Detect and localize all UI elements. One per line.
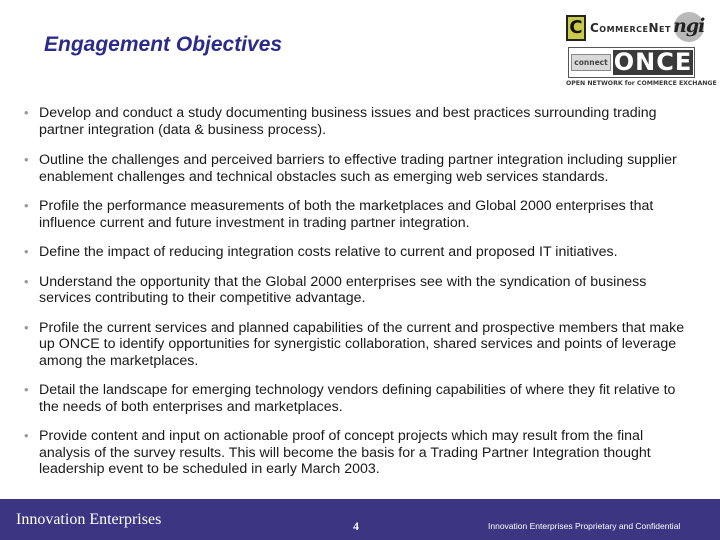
bullet-marker: •: [24, 428, 29, 443]
bullet-item: [24, 428, 696, 478]
commercenet-wordmark: CommerceNet: [590, 21, 671, 35]
slide-title: Engagement Objectives: [44, 33, 283, 56]
confidentiality-notice: Innovation Enterprises Proprietary and Confidential: [488, 521, 681, 531]
bullet-marker: •: [24, 198, 29, 213]
ngi-wordmark: ngi: [673, 15, 705, 37]
footer-company: Innovation Enterprises: [16, 511, 162, 528]
bullet-marker: •: [24, 244, 29, 259]
bullet-text: Profile the performance measurements of both the marketplaces and Global 2000 enterprises that influence current and future investment in trading partner integration.: [39, 198, 654, 231]
bullet-marker: •: [24, 152, 29, 167]
bullet-marker: •: [24, 273, 29, 289]
partner-logo: [560, 12, 717, 96]
bullet-text: Understand the opportunity that the Global 2000 enterprises see with the syndication of business services contributing to their competitive advantage.: [39, 273, 647, 306]
bullet-text: Detail the landscape for emerging technology vendors defining capabilities of where they fit relative to the needs of both enterprises and marketplaces.: [39, 382, 676, 415]
bullet-marker: •: [24, 382, 29, 397]
bullet-item: [24, 382, 696, 415]
footer-bar: [0, 499, 720, 540]
commercenet-c-icon: C: [566, 15, 586, 41]
page-number: 4: [353, 519, 359, 533]
bullet-item: [24, 105, 696, 138]
bullet-text: Profile the current services and planned capabilities of the current and prospective members that make up ONCE to identify opportunities for synergistic collaboration, shared services and points of leverage among the marketplaces.: [39, 319, 685, 369]
bullet-item: [24, 274, 696, 307]
once-logo: [568, 47, 695, 78]
connect-label: connect: [571, 54, 611, 71]
bullet-text: Outline the challenges and perceived barriers to effective trading partner integration including supplier enablement challenges and technical obstacles such as emerging web services standards.: [39, 152, 677, 185]
bullet-item: [24, 320, 696, 370]
once-tagline: OPEN NETWORK for COMMERCE EXCHANGE: [566, 80, 717, 87]
bullet-item: [24, 198, 696, 231]
bullet-marker: •: [24, 319, 29, 335]
bullet-item: [24, 152, 696, 185]
bullet-text: Develop and conduct a study documenting business issues and best practices surrounding trading partner integration (data & business process).: [39, 105, 657, 138]
bullet-list: [24, 105, 696, 478]
bullet-text: Provide content and input on actionable proof of concept projects which may result from the final analysis of the survey results. This will become the basis for a Trading Partner Integration thought leadership event to be scheduled in early March 2003.: [39, 428, 651, 477]
bullet-marker: •: [24, 105, 29, 120]
commercenet-logo: [560, 12, 706, 46]
bullet-item: [24, 244, 696, 261]
once-wordmark: ONCE: [613, 48, 693, 76]
bullet-text: Define the impact of reducing integration costs relative to current and proposed IT initiatives.: [39, 244, 618, 260]
